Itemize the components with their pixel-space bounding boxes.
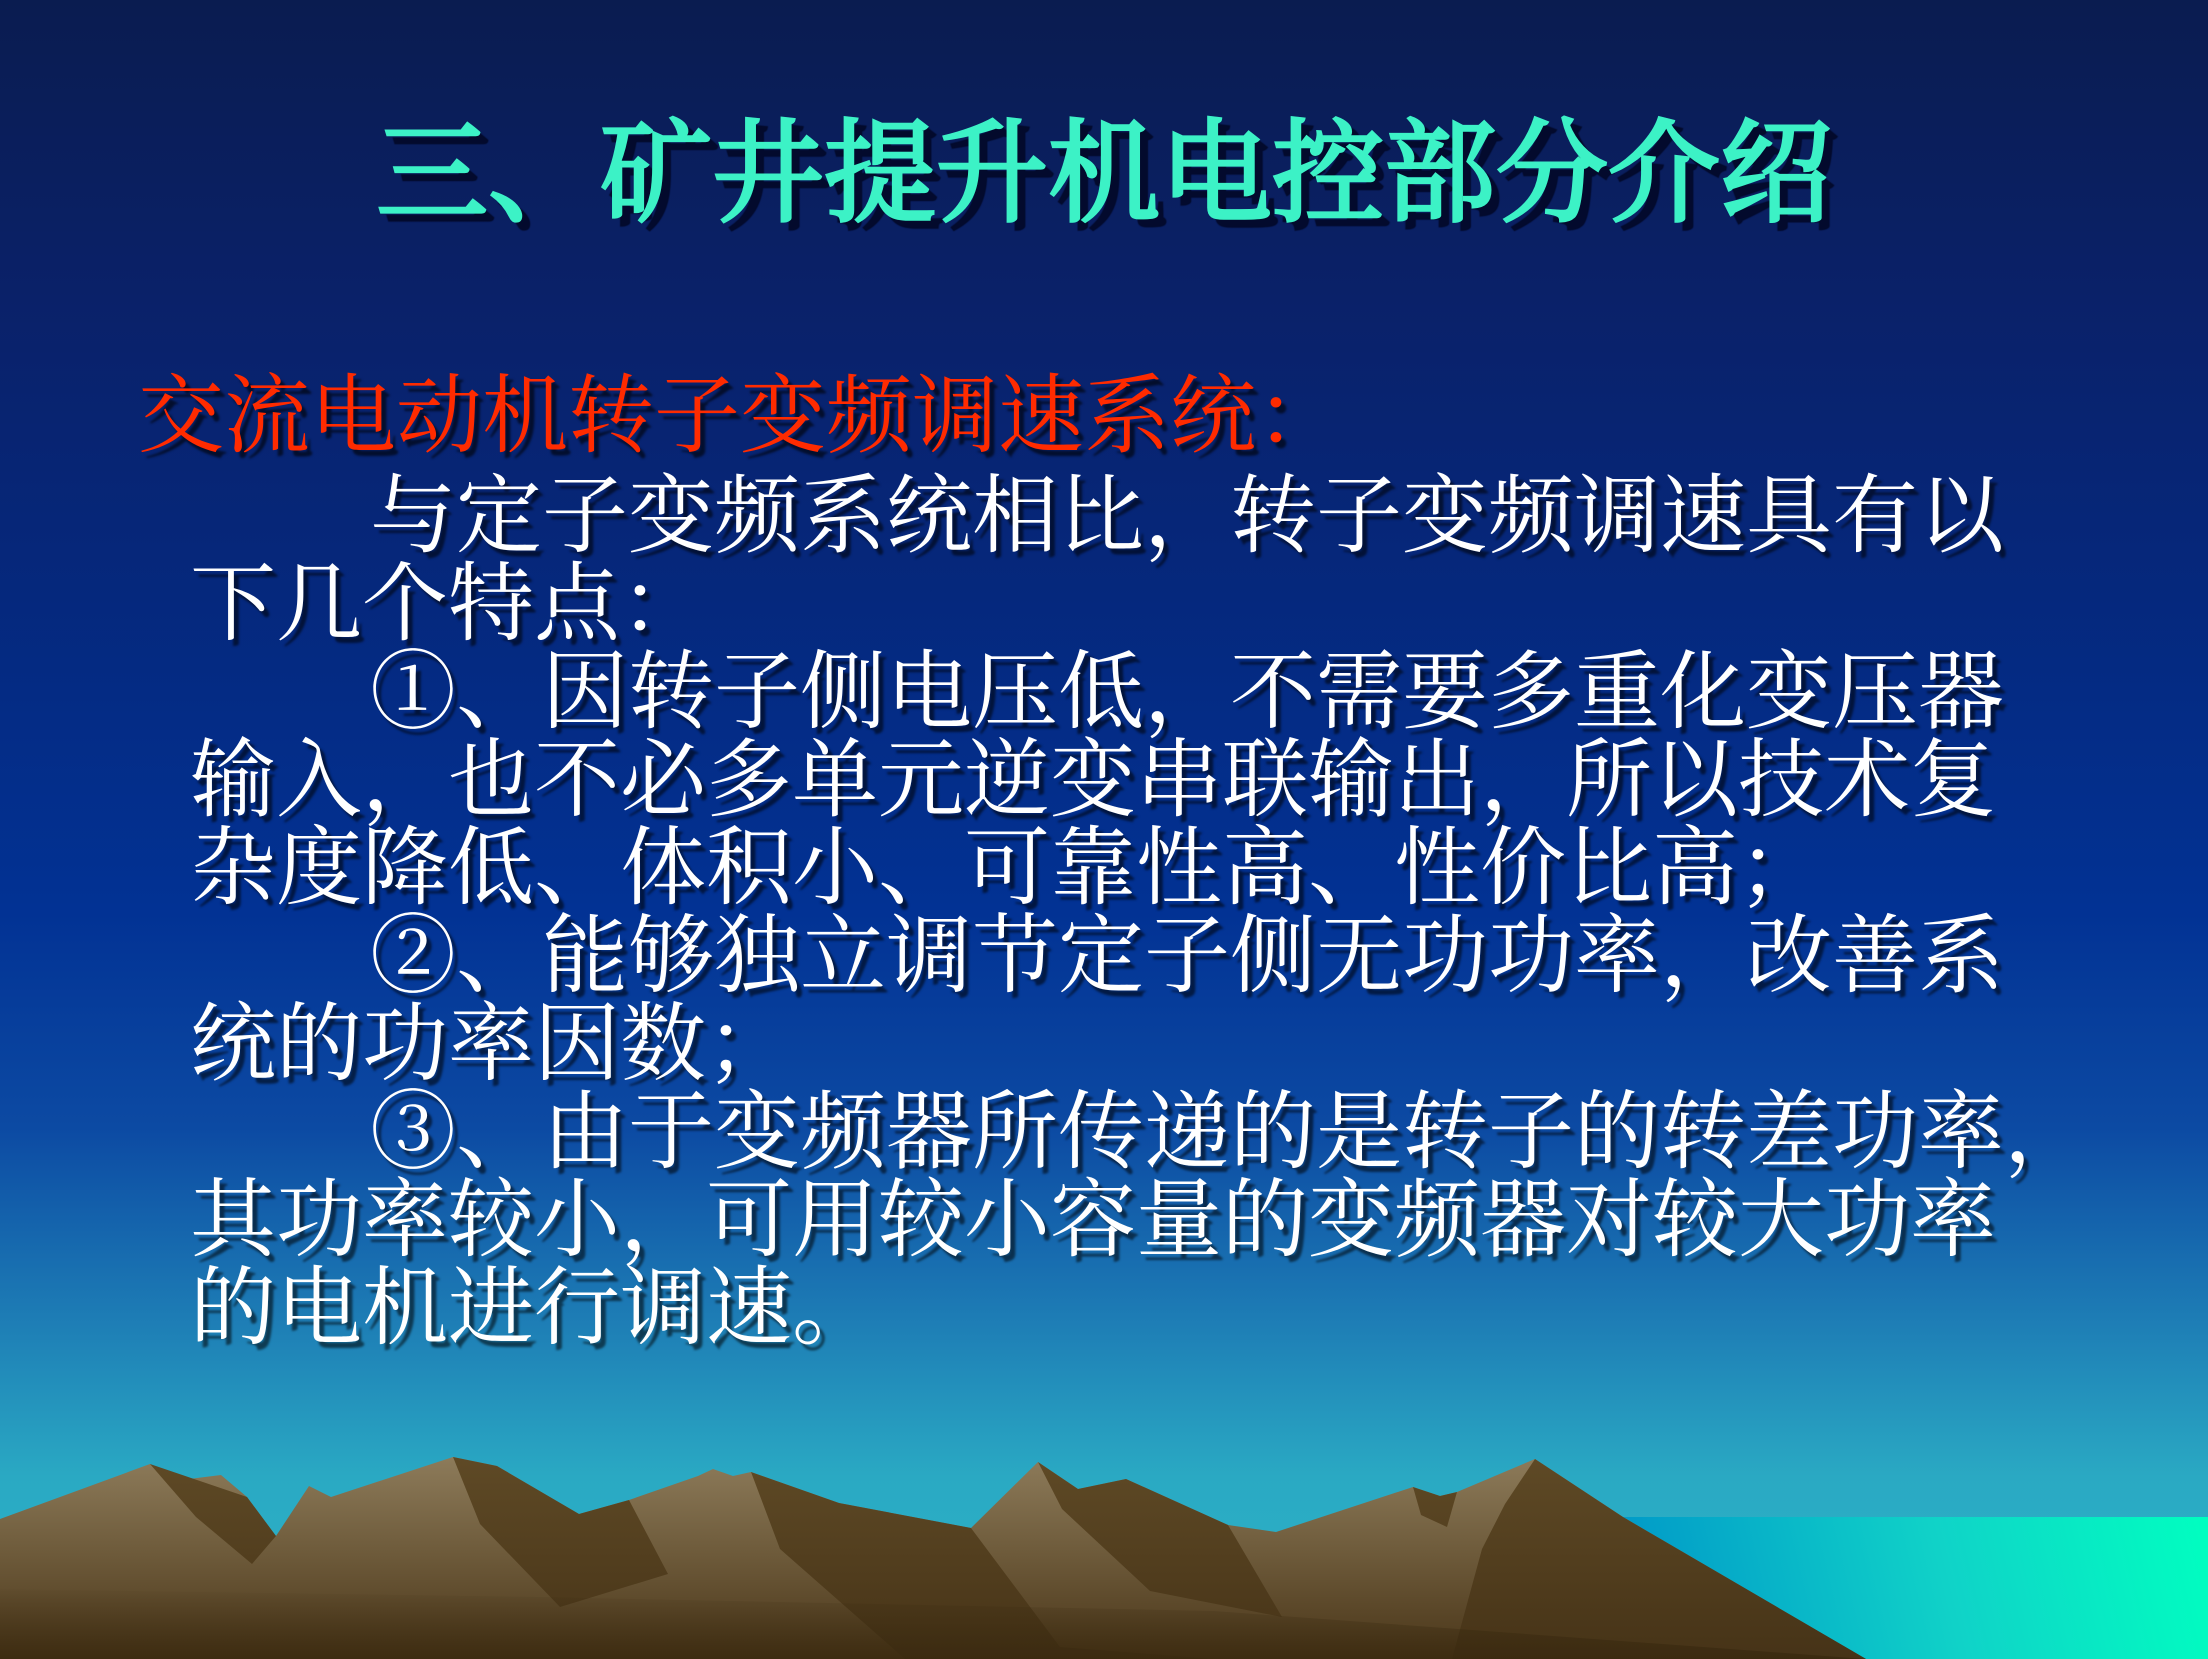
body-line: ③、由于变频器所传递的是转子的转差功率， [370, 1084, 2090, 1180]
body-line: 与定子变频系统相比，转子变频调速具有以 [370, 468, 2004, 564]
section-heading: 交流电动机转子变频调速系统： [138, 368, 1342, 464]
body-line: 输入，也不必多单元逆变串联输出，所以技术复 [190, 732, 1996, 828]
body-line: 的电机进行调速。 [190, 1260, 878, 1356]
body-line: ②、能够独立调节定子侧无功功率，改善系 [370, 908, 2004, 1004]
body-line: 统的功率因数； [190, 996, 792, 1092]
body-line: 其功率较小，可用较小容量的变频器对较大功率 [190, 1172, 1996, 1268]
body-line: 杂度降低、体积小、可靠性高、性价比高； [190, 820, 1824, 916]
body-line: ①、因转子侧电压低，不需要多重化变压器 [370, 644, 2004, 740]
mountain-sea-graphic [0, 1359, 2208, 1659]
slide-title: 三、矿井提升机电控部分介绍 [376, 113, 1832, 237]
body-line: 下几个特点： [190, 556, 706, 652]
body-text [190, 468, 2108, 1356]
